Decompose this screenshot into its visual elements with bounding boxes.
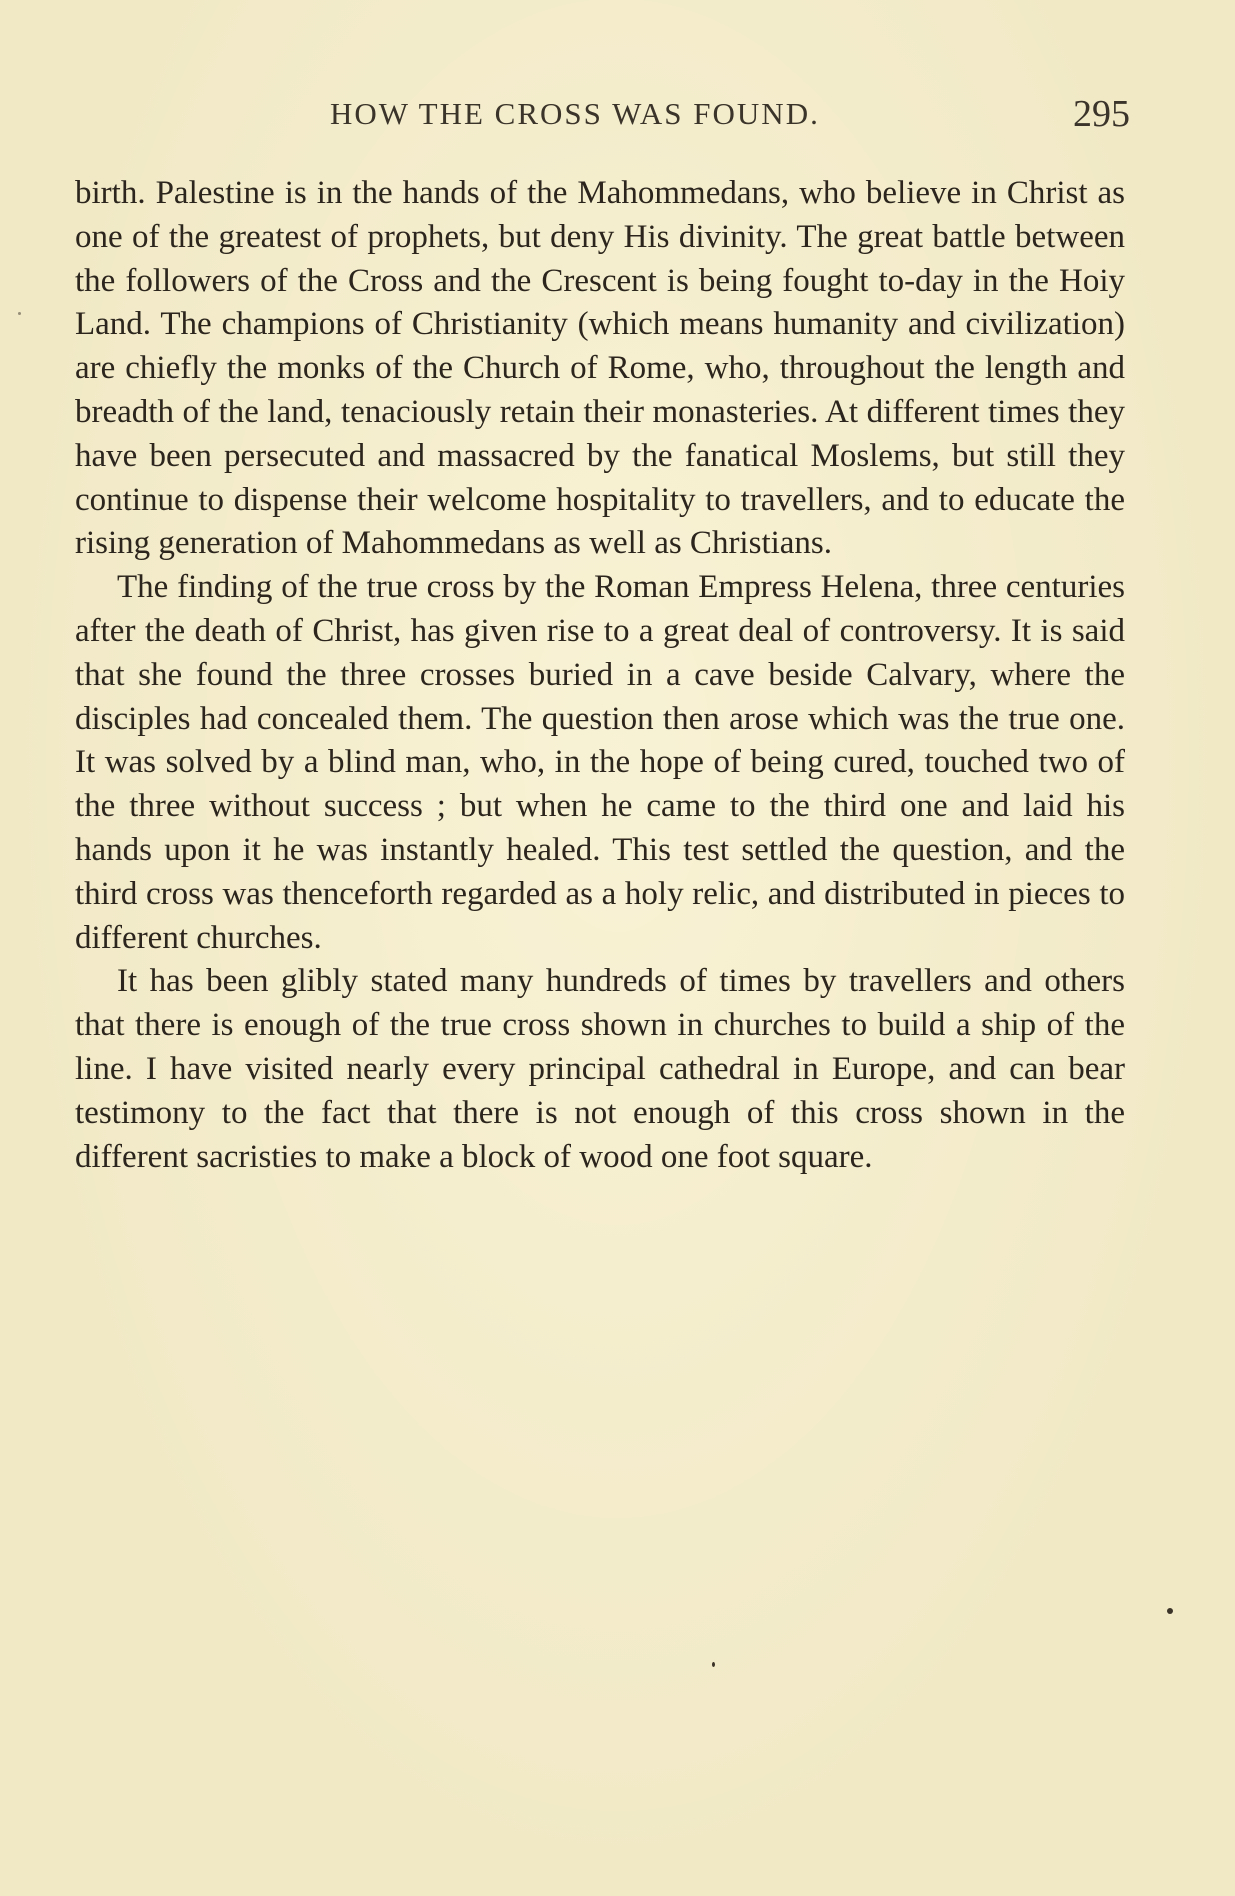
speck-mark — [712, 1662, 715, 1667]
running-head — [75, 93, 1130, 136]
running-title: HOW THE CROSS WAS FOUND. — [330, 96, 820, 131]
page-number: 295 — [1073, 93, 1130, 135]
paragraph-2: The finding of the true cross by the Roman Empress Helena, three centuries after the death of Christ, has given rise to a great deal of controversy. It is said that she found the three crosses buried in a cave beside Calvary, where the disciples had concealed them. The question then arose which was the true one. It was solved by a blind man, who, in the hope of being cured, touched two of the three without success ; but when he came to the third one and laid his hands upon it he was instantly healed. This test settled the question, and the third cross was thenceforth regarded as a holy relic, and distributed in pieces to different churches. — [75, 569, 1125, 956]
body-text — [75, 172, 1125, 1179]
speck-mark — [18, 312, 21, 315]
paragraph-1: birth. Palestine is in the hands of the Mahommedans, who believe in Christ as one of the greatest of prophets, but deny His divinity. The great battle between the followers of the Cross and the Crescent is being fought to-day in the Hoiy Land. The champions of Christianity (which means humanity and civilization) are chiefly the monks of the Church of Rome, who, throughout the length and breadth of the land, tenaciously retain their monasteries. At different times they have been persecuted and massacred by the fanatical Moslems, but still they continue to dispense their welcome hospitality to travellers, and to educate the rising generation of Mahommedans as well as Christians. — [75, 175, 1125, 562]
speck-mark — [1167, 1608, 1173, 1614]
paragraph-3: It has been glibly stated many hundreds of times by travellers and others that there is enough of the true cross shown in churches to build a ship of the line. I have visited nearly every principal cathedral in Europe, and can bear testimony to the fact that there is not enough of this cross shown in the different sacristies to make a block of wood one foot square. — [75, 963, 1125, 1175]
